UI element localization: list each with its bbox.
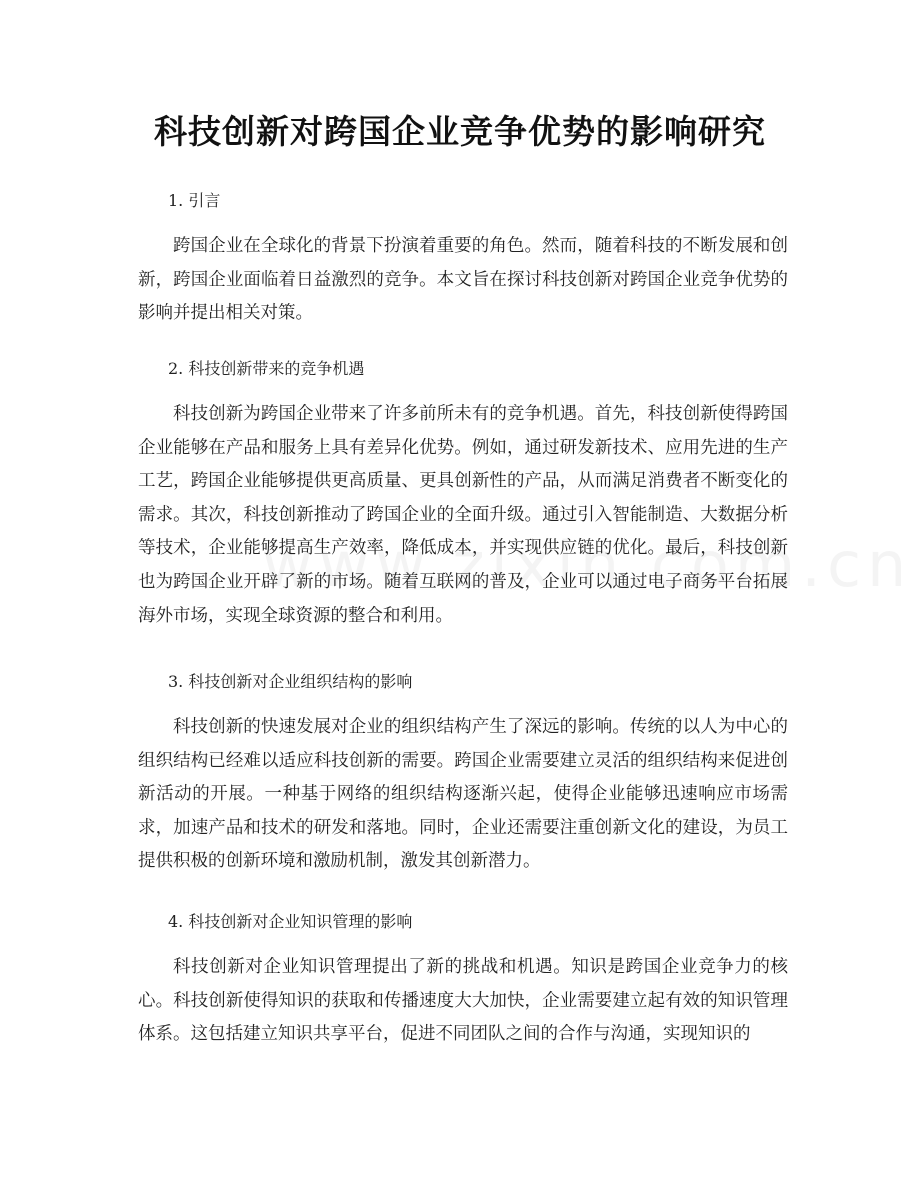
section-paragraph-1: 跨国企业在全球化的背景下扮演着重要的角色。然而，随着科技的不断发展和创新，跨国企业面临着日益激烈的竞争。本文旨在探讨科技创新对跨国企业竞争优势的影响并提出相关对策。 bbox=[138, 236, 788, 324]
section-heading-3: 3. 科技创新对企业组织结构的影响 bbox=[168, 672, 413, 691]
section-heading-2: 2. 科技创新带来的竞争机遇 bbox=[168, 359, 365, 378]
section-paragraph-2: 科技创新为跨国企业带来了许多前所未有的竞争机遇。首先，科技创新使得跨国企业能够在产品和服务上具有差异化优势。例如，通过研发新技术、应用先进的生产工艺，跨国企业能够提供更高质量、更具创新性的产品，从而满足消费者不断变化的需求。其次，科技创新推动了跨国企业的全面升级。通过引入智能制造、大数据分析等技术，企业能够提高生产效率，降低成本，并实现供应链的优化。最后，科技创新也为跨国企业开辟了新的市场。随着互联网的普及，企业可以通过电子商务平台拓展海外市场，实现全球资源的整合和利用。 bbox=[138, 404, 788, 626]
section-paragraph-3: 科技创新的快速发展对企业的组织结构产生了深远的影响。传统的以人为中心的组织结构已经难以适应科技创新的需要。跨国企业需要建立灵活的组织结构来促进创新活动的开展。一种基于网络的组织结构逐渐兴起，使得企业能够迅速响应市场需求，加速产品和技术的研发和落地。同时，企业还需要注重创新文化的建设，为员工提供积极的创新环境和激励机制，激发其创新潜力。 bbox=[138, 717, 788, 872]
section-heading-1: 1. 引言 bbox=[168, 191, 221, 210]
page-title: 科技创新对跨国企业竞争优势的影响研究 bbox=[154, 112, 766, 151]
section-heading-4: 4. 科技创新对企业知识管理的影响 bbox=[168, 912, 413, 931]
section-paragraph-4: 科技创新对企业知识管理提出了新的挑战和机遇。知识是跨国企业竞争力的核心。科技创新使得知识的获取和传播速度大大加快，企业需要建立起有效的知识管理体系。这包括建立知识共享平台，促进不同团队之间的合作与沟通，实现知识的 bbox=[138, 957, 788, 1045]
